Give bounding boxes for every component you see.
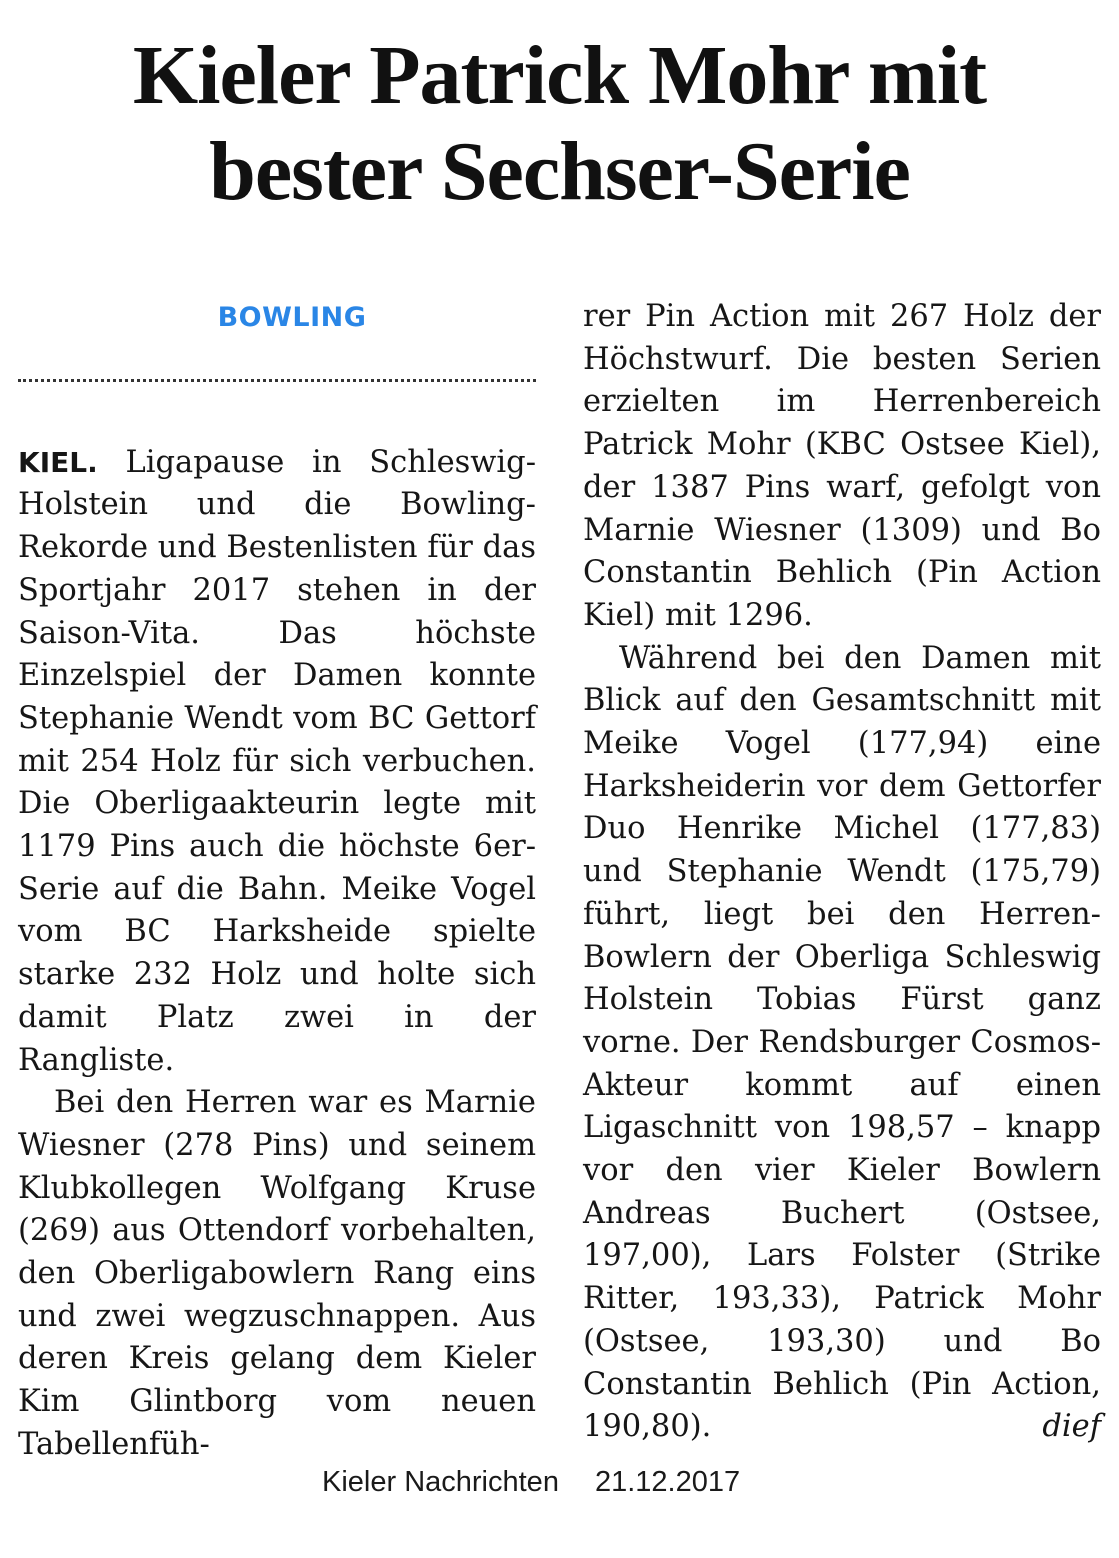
publication-date: 21.12.2017 [594, 1466, 741, 1498]
article-column-left [18, 296, 536, 1467]
article-paragraph-4 [583, 638, 1101, 1449]
publication-name: Kieler Nachrichten [322, 1466, 559, 1498]
dateline: KIEL. [18, 445, 98, 479]
dotted-divider [18, 339, 536, 382]
rubric-row [18, 296, 536, 339]
article-paragraph-1 [18, 442, 536, 1083]
article-headline: Kieler Patrick Mohr mit bester Sechser-Serie [132, 29, 987, 218]
article-paragraph-3: rer Pin Action mit 267 Holz der Höchstwurf. Die besten Serien erzielten im Herrenbereich Patrick Mohr (KBC Ostsee Kiel), der 1387 Pins warf, gefolgt von Marnie Wiesner (1309) und Bo Constantin Behlich (Pin Action Kiel) mit 1296. [583, 299, 1101, 633]
article-column-right [583, 296, 1101, 1449]
article-paragraph-2: Bei den Herren war es Marnie Wiesner (278 Pins) und seinem Klubkollegen Wolfgang Kruse (269) aus Ottendorf vorbehalten, den Oberligabowlern Rang eins und zwei wegzuschnappen. Aus deren Kreis gelang dem Kieler Kim Glintborg vom neuen Tabellenfüh- [18, 1085, 536, 1462]
source-footer [322, 1464, 740, 1500]
paragraph-1-text: Ligapause in Schleswig-Holstein und die Bowling-Rekorde und Bestenlisten für das Sportjahr 2017 stehen in der Saison-Vita. Das höchste Einzelspiel der Damen konnte Stephanie Wendt vom BC Gettorf mit 254 Holz für sich verbuchen. Die Oberligaakteurin legte mit 1179 Pins auch die höchste 6er-Serie auf die Bahn. Meike Vogel vom BC Harksheide spielte starke 232 Holz und holte sich damit Platz zwei in der Rangliste. [18, 444, 536, 1078]
section-rubric: BOWLING [217, 302, 367, 333]
paragraph-4-text: Während bei den Damen mit Blick auf den Gesamtschnitt mit Meike Vogel (177,94) eine Harksheiderin vor dem Gettorfer Duo Henrike Michel (177,83) und Stephanie Wendt (175,79) führt, liegt bei den Herren-Bowlern der Oberliga Schleswig Holstein Tobias Fürst ganz vorne. Der Rendsburger Cosmos-Akteur kommt auf einen Ligaschnitt von 198,57 – knapp vor den vier Kieler Bowlern Andreas Buchert (Ostsee, 197,00), Lars Folster (Strike Ritter, 193,33), Patrick Mohr (Ostsee, 193,30) und Bo Constantin Behlich (Pin Action, 190,80). [583, 640, 1101, 1445]
author-signature: dief [1042, 1409, 1101, 1445]
